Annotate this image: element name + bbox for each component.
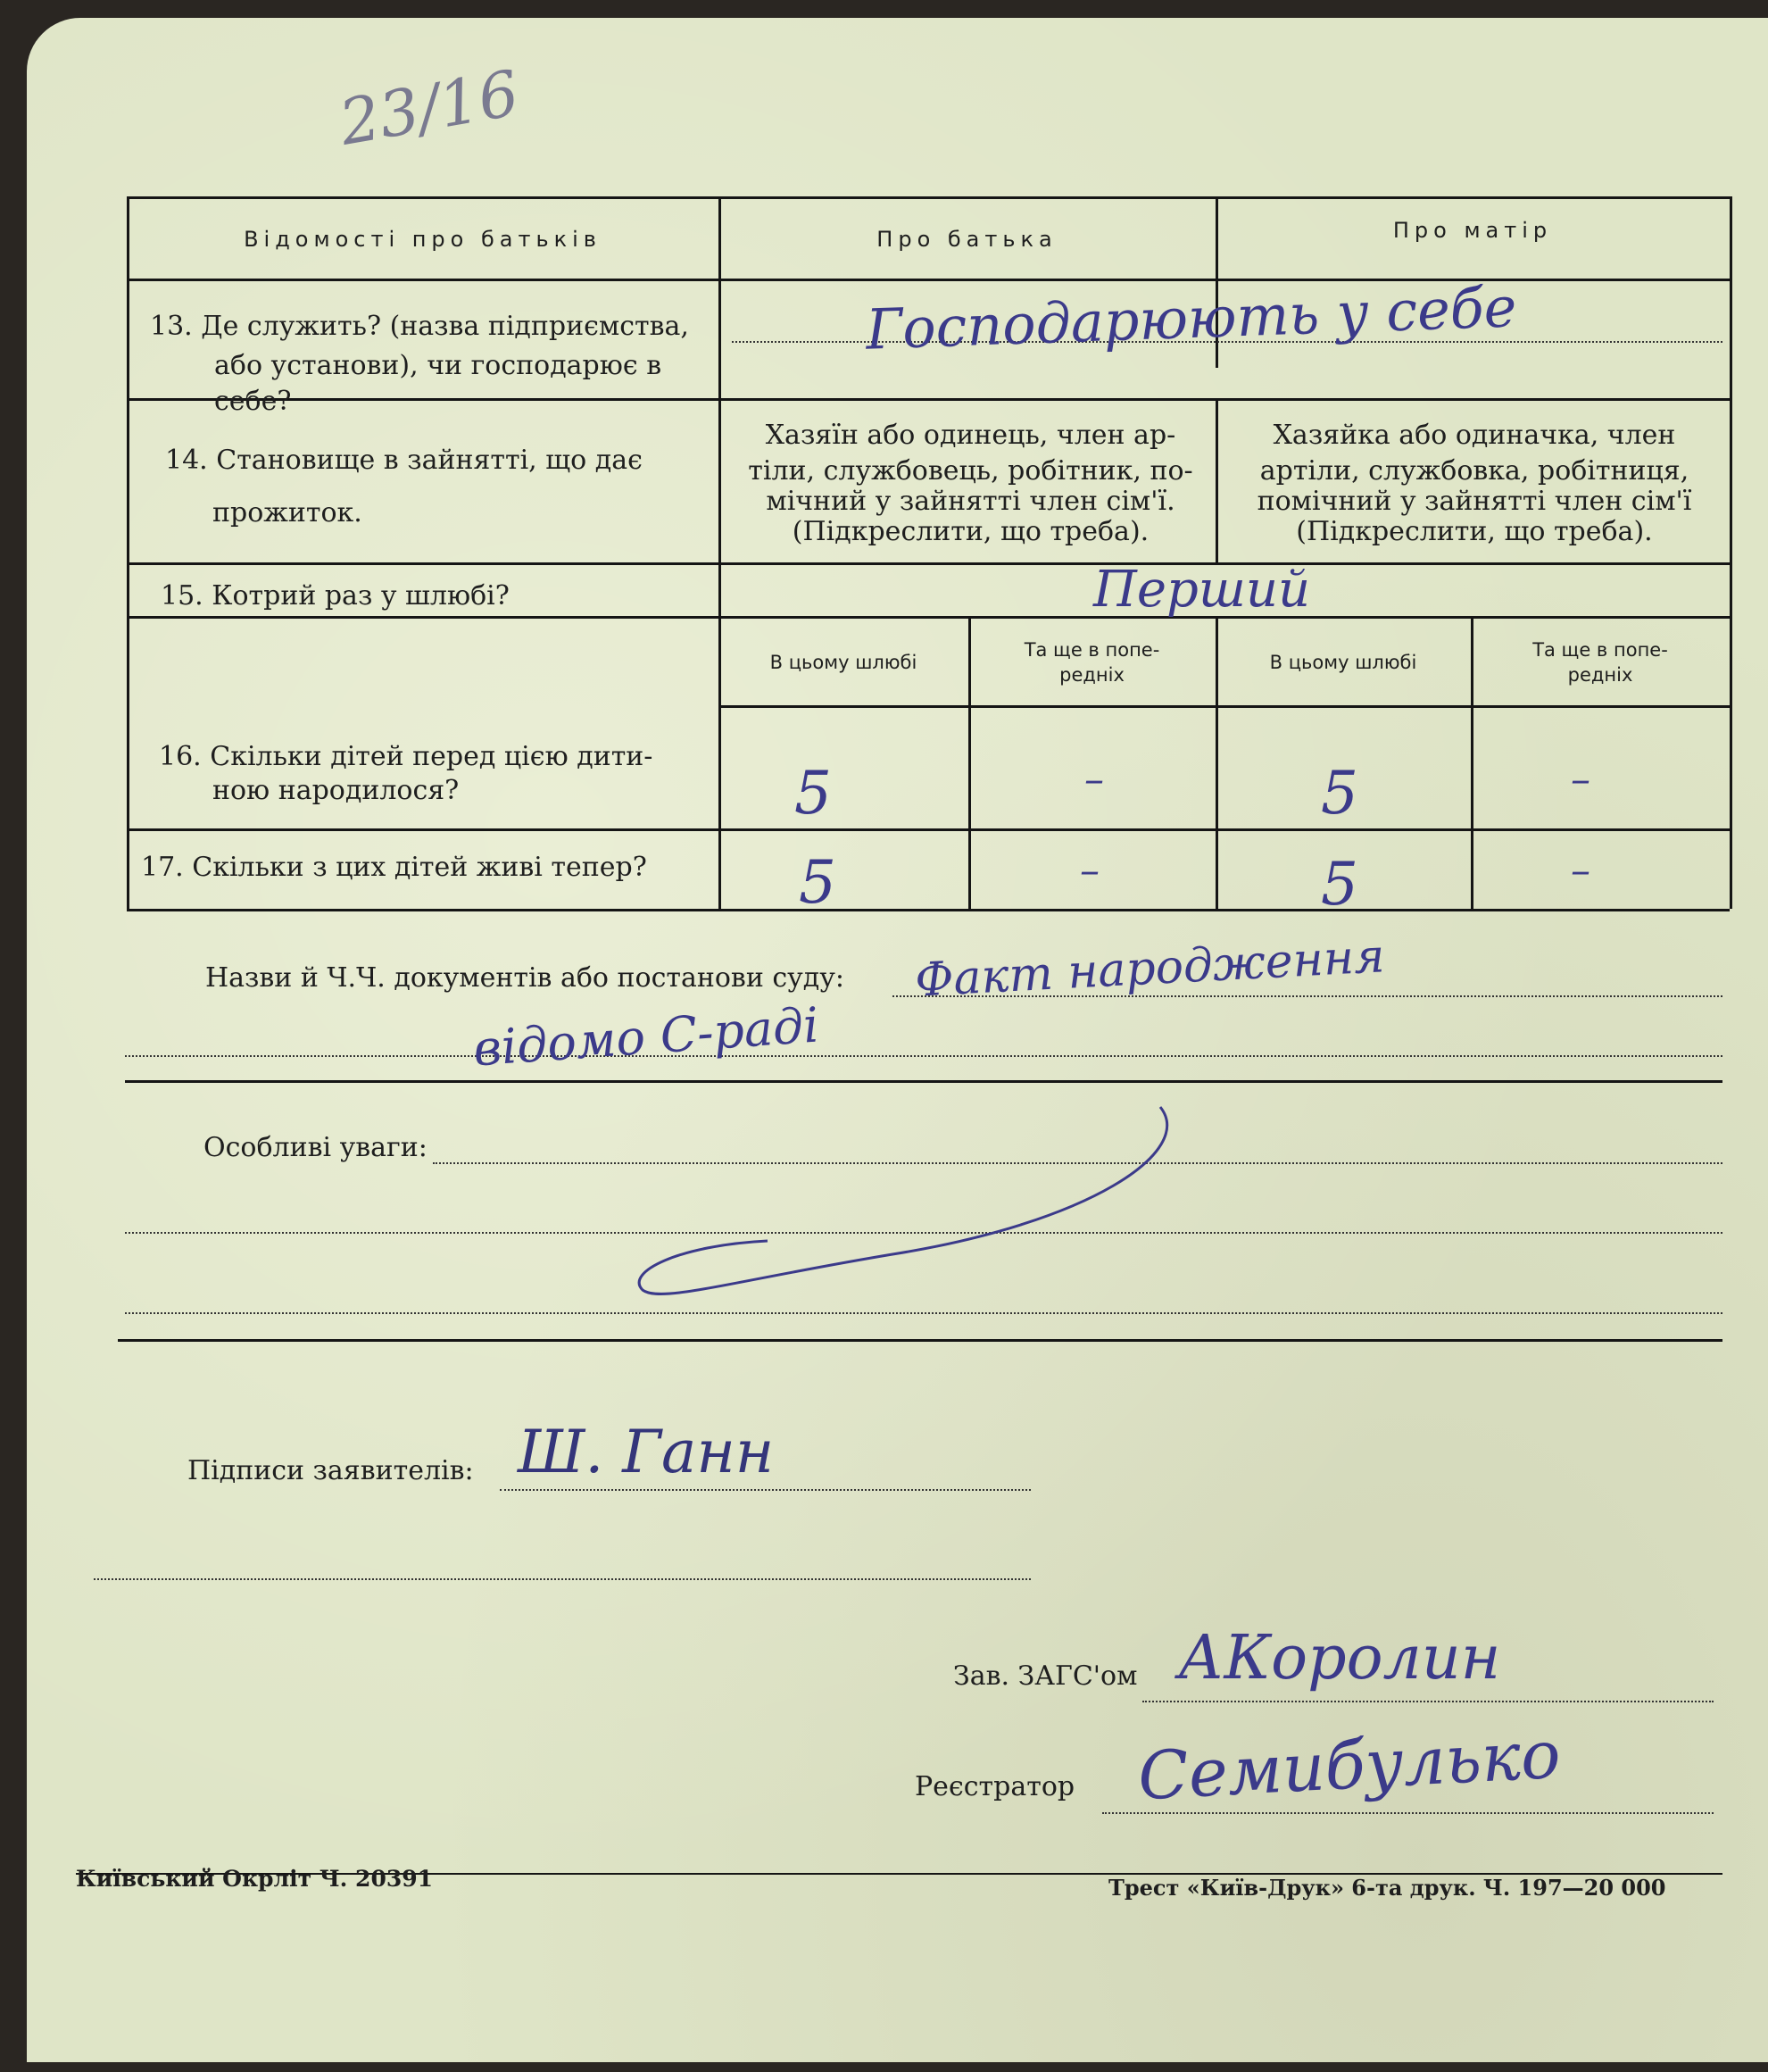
row16-label-line1: 16. Скільки дітей перед цією дити- [159, 741, 653, 772]
row14-father-line1: Хазяїн або одинець, член ар- [765, 420, 1176, 451]
row13-label-line2: або установи), чи господарює в себе? [214, 350, 662, 417]
row14-mother-line1: Хазяйка або одиначка, член [1273, 420, 1676, 451]
registrar-label: Реєстратор [915, 1771, 1075, 1802]
header-parents-info: Відомості про батьків [244, 227, 602, 252]
row14-label-line1: 14. Становище в зайнятті, що дає [165, 445, 643, 476]
zags-head-signature: АКоролин [1178, 1623, 1501, 1693]
applicant-signature: Ш. Ганн [518, 1418, 775, 1486]
footer-printer-left: Київський Окрліт Ч. 20391 [76, 1866, 434, 1892]
row15-handwritten-answer: Перший [1093, 561, 1311, 619]
documents-answer-line1: Факт народження [913, 929, 1386, 1008]
subheader-father-previous-line1: Та ще в попе- [1024, 639, 1160, 661]
row14-father-line2: тіли, службовець, робітник, по- [748, 455, 1193, 487]
row16-mother-previous: – [1571, 757, 1590, 803]
row17-label: 17. Скільки з цих дітей живі тепер? [141, 852, 647, 883]
row17-father-this: 5 [799, 848, 836, 917]
footer-printer-right: Трест «Київ-Друк» 6-та друк. Ч. 197—20 000 [1108, 1875, 1666, 1901]
row16-mother-this: 5 [1321, 759, 1358, 828]
row14-mother-line3: помічний у зайнятті член сім'ї [1257, 486, 1692, 517]
row17-father-previous: – [1080, 848, 1100, 894]
row16-label-line2: ною народилося? [212, 775, 460, 806]
special-notes-label: Особливі уваги: [203, 1132, 427, 1163]
zags-head-label: Зав. ЗАГС'ом [953, 1660, 1138, 1692]
row17-mother-this: 5 [1321, 850, 1358, 919]
row17-mother-previous: – [1571, 848, 1590, 894]
documents-label: Назви й Ч.Ч. документів або постанови суду: [205, 962, 845, 994]
row13-label-line1: 13. Де служить? (назва підприємства, [150, 311, 689, 342]
row14-father-line4: (Підкреслити, що треба). [792, 516, 1150, 547]
row14-father-line3: мічний у зайнятті член сім'ї. [766, 486, 1175, 517]
subheader-mother-previous-line1: Та ще в попе- [1532, 639, 1668, 661]
header-father: Про батька [876, 227, 1058, 252]
row14-mother-line2: артіли, службовка, робітниця, [1259, 455, 1689, 487]
row13-handwritten-answer: Господарюють у себе [864, 274, 1518, 362]
row16-father-previous: – [1084, 757, 1104, 803]
subheader-father-this-marriage: В цьому шлюбі [769, 652, 917, 673]
row15-label: 15. Котрий раз у шлюбі? [161, 580, 510, 612]
header-mother: Про матір [1392, 218, 1553, 243]
row16-father-this: 5 [794, 759, 832, 828]
registrar-signature: Семибулько [1136, 1716, 1563, 1816]
subheader-mother-previous-line2: редніх [1567, 664, 1633, 686]
subheader-father-previous-line2: редніх [1059, 664, 1125, 686]
documents-answer-line2: відомо С-раді [471, 996, 821, 1078]
row14-mother-line4: (Підкреслити, що треба). [1296, 516, 1653, 547]
row14-label-line2: прожиток. [212, 497, 362, 528]
archive-number-mark: 23/16 [334, 56, 525, 160]
notes-cancellation-flourish [625, 1098, 1178, 1312]
subheader-mother-this-marriage: В цьому шлюбі [1269, 652, 1417, 673]
applicant-signatures-label: Підписи заявителів: [187, 1455, 474, 1486]
